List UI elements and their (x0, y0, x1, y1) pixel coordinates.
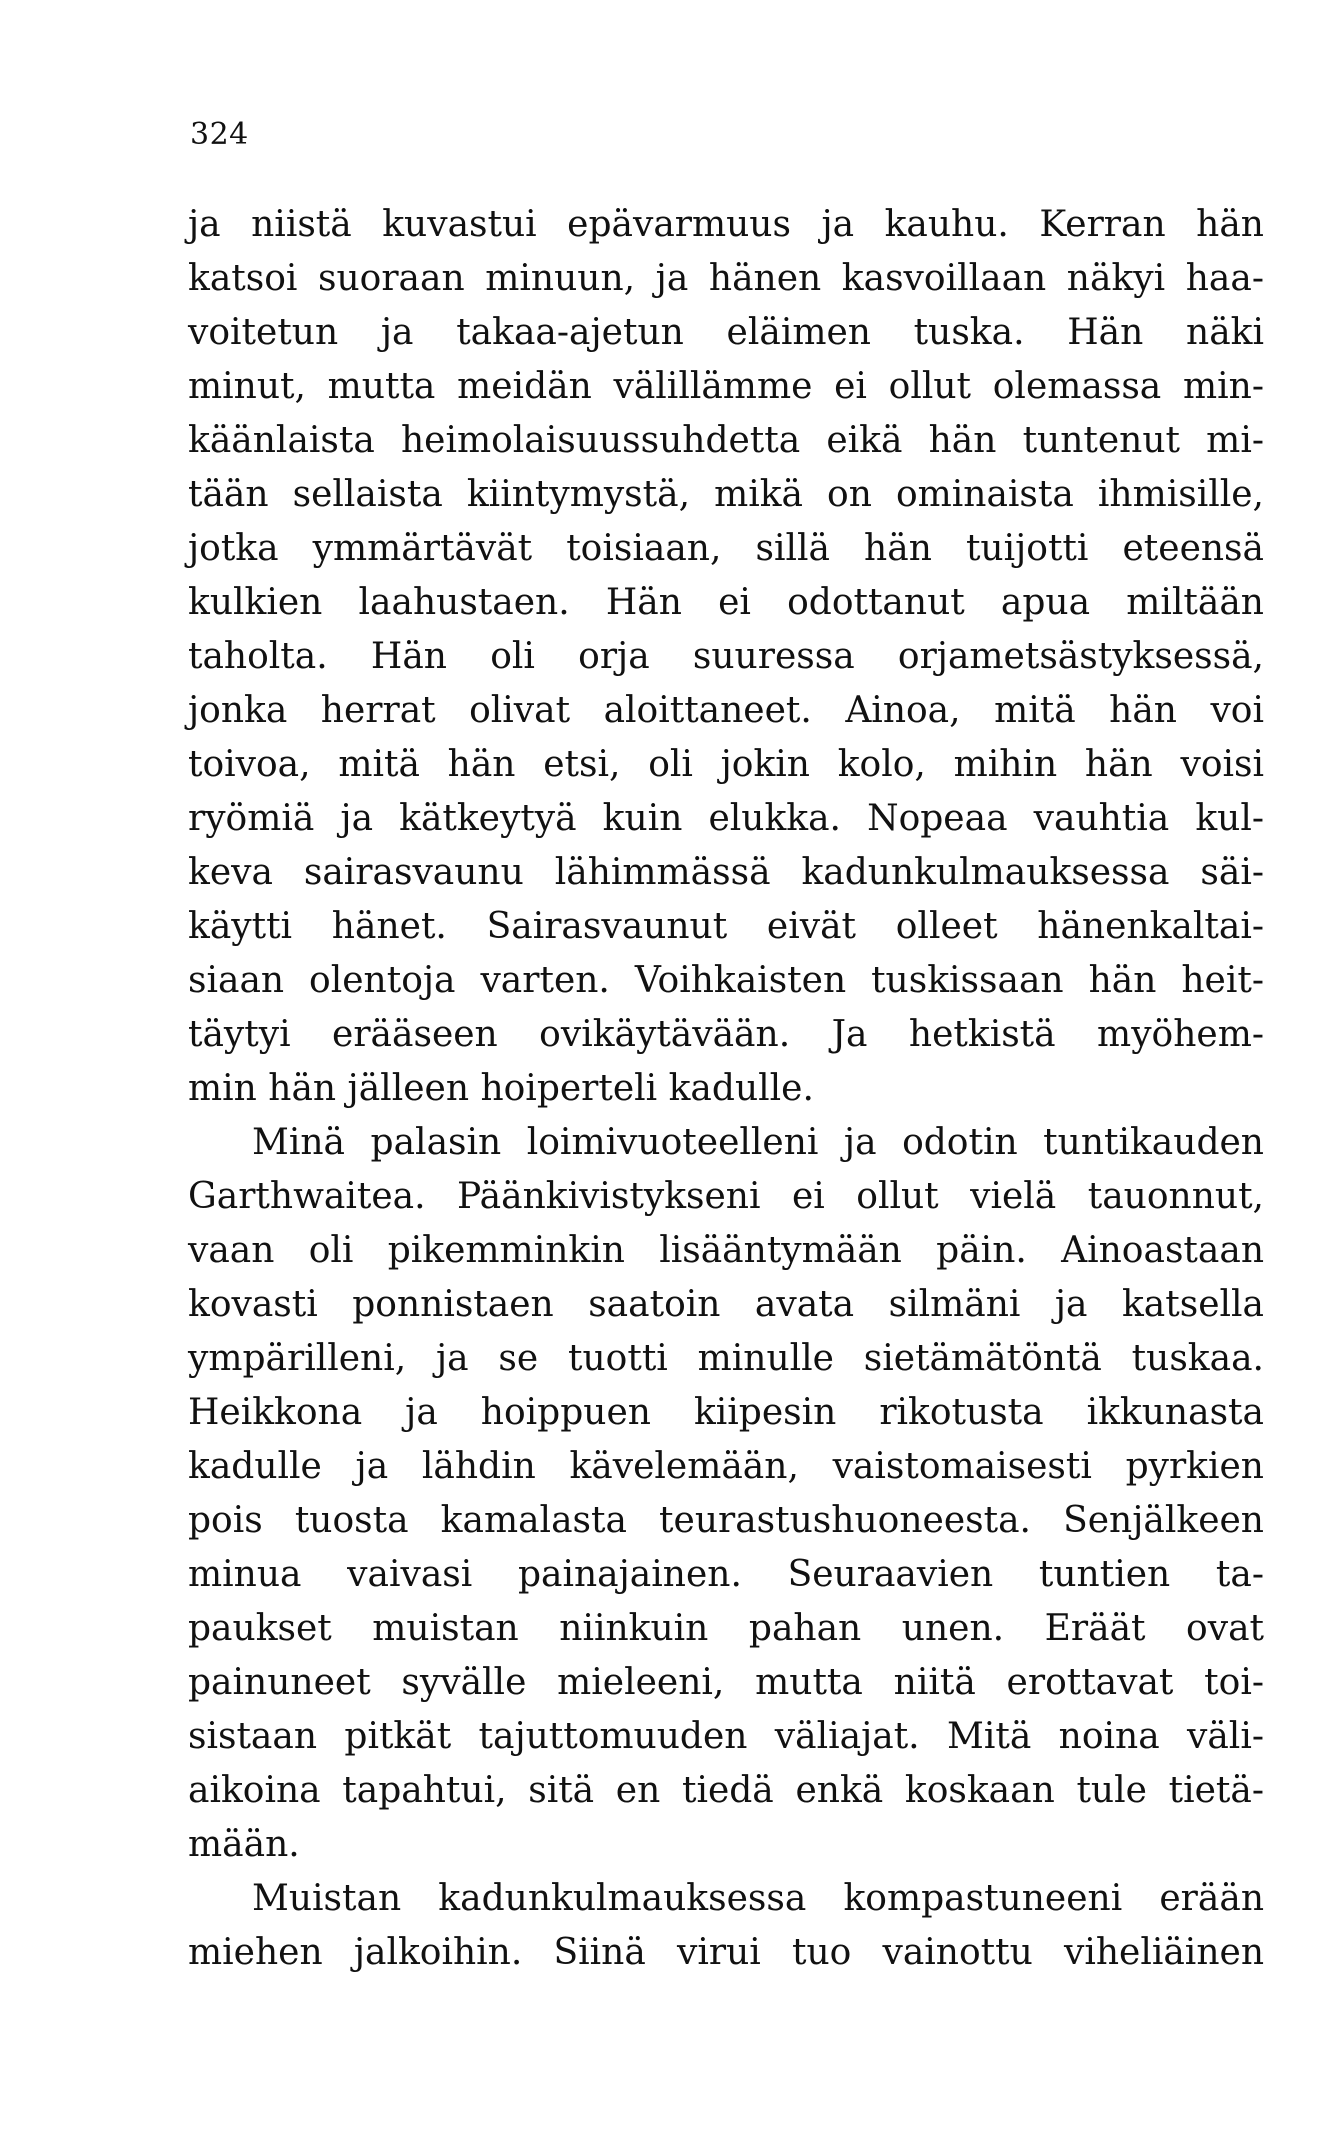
text-line: vaan oli pikemminkin lisääntymään päin. Ainoastaan (188, 1230, 1264, 1271)
text-line: tään sellaista kiintymystä, mikä on ominaista ihmisille, (188, 474, 1264, 515)
text-line: aikoina tapahtui, sitä en tiedä enkä koskaan tule tietä- (188, 1770, 1264, 1811)
page-number: 324 (190, 117, 249, 152)
text-line: taholta. Hän oli orja suuressa orjametsästyksessä, (188, 636, 1264, 677)
text-line: jotka ymmärtävät toisiaan, sillä hän tuijotti eteensä (188, 528, 1264, 569)
text-line: ja niistä kuvastui epävarmuus ja kauhu. Kerran hän (188, 204, 1264, 245)
text-line: käänlaista heimolaisuussuhdetta eikä hän tuntenut mi- (188, 420, 1264, 461)
text-line: miehen jalkoihin. Siinä virui tuo vainottu viheliäinen (188, 1932, 1264, 1973)
text-line: ympärilleni, ja se tuotti minulle sietämätöntä tuskaa. (188, 1338, 1264, 1379)
text-line: siaan olentoja varten. Voihkaisten tuskissaan hän heit- (188, 960, 1264, 1001)
text-line: jonka herrat olivat aloittaneet. Ainoa, mitä hän voi (188, 690, 1264, 731)
text-line: kovasti ponnistaen saatoin avata silmäni ja katsella (188, 1284, 1264, 1325)
text-line: käytti hänet. Sairasvaunut eivät olleet hänenkaltai- (188, 906, 1264, 947)
text-line: mään. (188, 1824, 300, 1865)
text-line: Heikkona ja hoippuen kiipesin rikotusta ikkunasta (188, 1392, 1264, 1433)
text-line: voitetun ja takaa-ajetun eläimen tuska. Hän näki (188, 312, 1264, 353)
text-line: Muistan kadunkulmauksessa kompastuneeni erään (252, 1878, 1264, 1919)
text-line: minut, mutta meidän välillämme ei ollut olemassa min- (188, 366, 1264, 407)
text-line: paukset muistan niinkuin pahan unen. Eräät ovat (188, 1608, 1264, 1649)
text-line: katsoi suoraan minuun, ja hänen kasvoillaan näkyi haa- (188, 258, 1264, 299)
text-line: pois tuosta kamalasta teurastushuoneesta. Senjälkeen (188, 1500, 1264, 1541)
text-line: Garthwaitea. Päänkivistykseni ei ollut vielä tauonnut, (188, 1176, 1264, 1217)
text-line: täytyi erääseen ovikäytävään. Ja hetkistä myöhem- (188, 1014, 1264, 1055)
text-line: ryömiä ja kätkeytyä kuin elukka. Nopeaa vauhtia kul- (188, 798, 1264, 839)
text-line: kulkien laahustaen. Hän ei odottanut apua miltään (188, 582, 1264, 623)
text-line: kadulle ja lähdin kävelemään, vaistomaisesti pyrkien (188, 1446, 1264, 1487)
text-line: keva sairasvaunu lähimmässä kadunkulmauksessa säi- (188, 852, 1264, 893)
text-line: minua vaivasi painajainen. Seuraavien tuntien ta- (188, 1554, 1264, 1595)
text-line: Minä palasin loimivuoteelleni ja odotin tuntikauden (252, 1122, 1264, 1163)
text-line: toivoa, mitä hän etsi, oli jokin kolo, mihin hän voisi (188, 744, 1264, 785)
text-line: sistaan pitkät tajuttomuuden väliajat. Mitä noina väli- (188, 1716, 1264, 1757)
body-text (188, 198, 1264, 1980)
text-line: painuneet syvälle mieleeni, mutta niitä erottavat toi- (188, 1662, 1264, 1703)
text-line: min hän jälleen hoiperteli kadulle. (188, 1068, 814, 1109)
